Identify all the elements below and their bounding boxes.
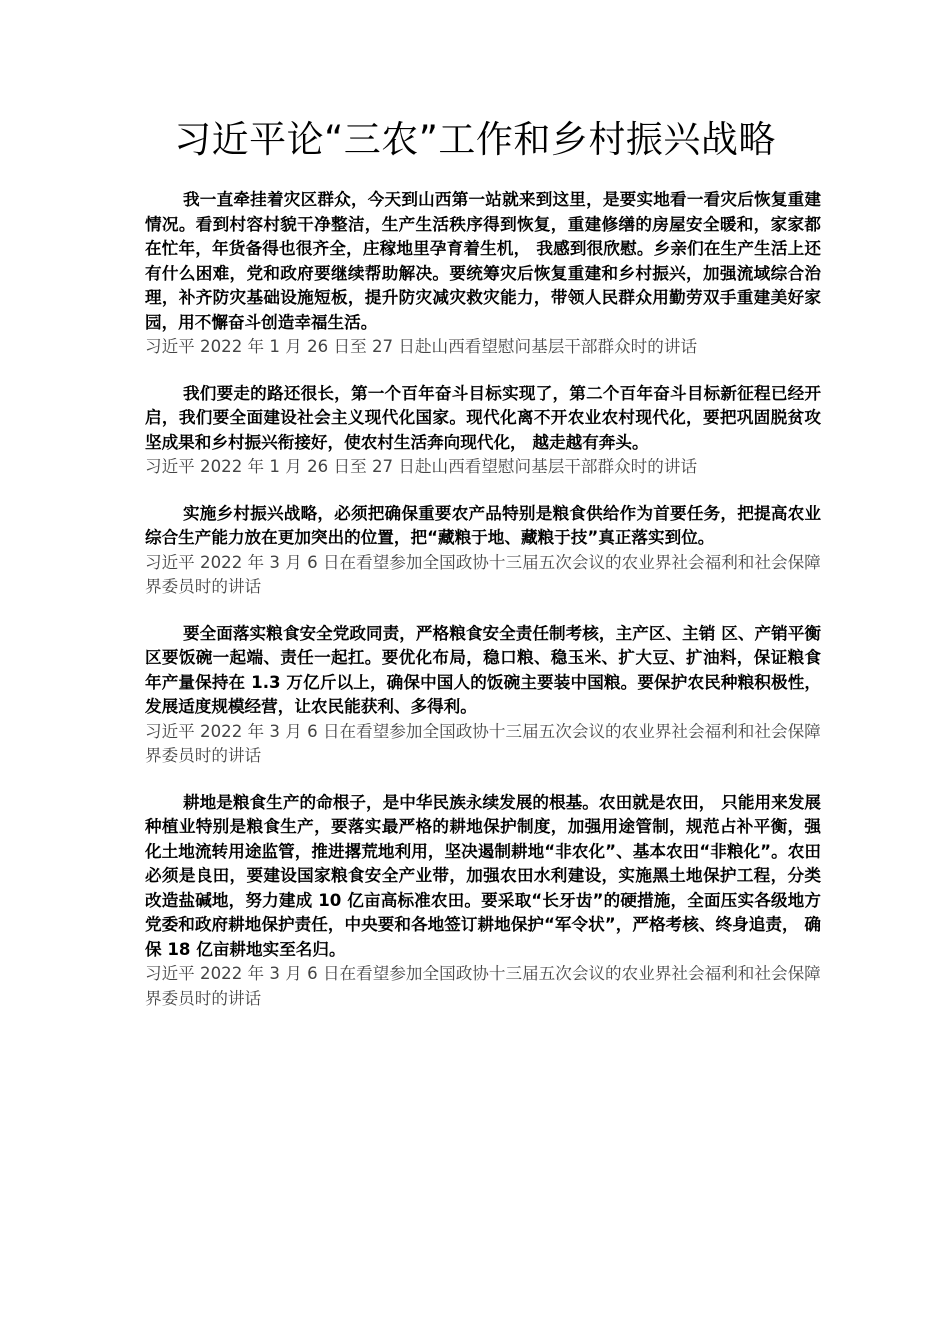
quote-source: 习近平 2022 年 3 月 6 日在看望参加全国政协十三届五次会议的农业界社会福利和社会保障界委员时的讲话 xyxy=(145,552,821,596)
quote-item xyxy=(145,622,821,769)
quote-list xyxy=(145,188,821,1033)
quote-text: 耕地是粮食生产的命根子，是中华民族永续发展的根基。农田就是农田， 只能用来发展种植业特别是粮食生产，要落实最严格的耕地保护制度，加强用途管制，规范占补平衡，强化土地流转用途监管，推进撂荒地利用，坚决遏制耕地“非农化”、基本农田“非粮化”。农田必须是良田，要建设国家粮食安全产业带，加强农田水利建设，实施黑土地保护工程，分类改造盐碱地，努力建成 10 亿亩高标准农田。要采取“长牙齿”的硬措施，全面压实各级地方党委和政府耕地保护责任，中央要和各地签订耕地保护“军令状”，严格考核、终身追责， 确保 18 亿亩耕地实至名归。 xyxy=(145,792,821,959)
quote-text: 我们要走的路还很长，第一个百年奋斗目标实现了，第二个百年奋斗目标新征程已经开启，我们要全面建设社会主义现代化国家。现代化离不开农业农村现代化，要把巩固脱贫攻坚成果和乡村振兴衔接好，使农村生活奔向现代化， 越走越有奔头。 xyxy=(145,383,821,452)
document-title: 习近平论“三农”工作和乡村振兴战略 xyxy=(174,118,776,161)
quote-text: 实施乡村振兴战略，必须把确保重要农产品特别是粮食供给作为首要任务，把提高农业综合生产能力放在更加突出的位置，把“藏粮于地、藏粮于技”真正落实到位。 xyxy=(145,503,821,547)
quote-source: 习近平 2022 年 1 月 26 日至 27 日赴山西看望慰问基层干部群众时的讲话 xyxy=(145,457,698,476)
quote-text: 我一直牵挂着灾区群众，今天到山西第一站就来到这里，是要实地看一看灾后恢复重建情况。看到村容村貌干净整洁，生产生活秩序得到恢复，重建修缮的房屋安全暖和，家家都在忙年，年货备得也很齐全，庄稼地里孕育着生机， 我感到很欣慰。乡亲们在生产生活上还有什么困难，党和政府要继续帮助解决。要统筹灾后恢复重建和乡村振兴，加强流域综合治理，补齐防灾基础设施短板，提升防灾减灾救灾能力，带领人民群众用勤劳双手重建美好家园，用不懈奋斗创造幸福生活。 xyxy=(145,190,821,332)
quote-item xyxy=(145,382,821,480)
quote-source: 习近平 2022 年 3 月 6 日在看望参加全国政协十三届五次会议的农业界社会福利和社会保障界委员时的讲话 xyxy=(145,964,821,1008)
quote-source: 习近平 2022 年 1 月 26 日至 27 日赴山西看望慰问基层干部群众时的讲话 xyxy=(145,337,698,356)
quote-item xyxy=(145,188,821,360)
quote-item xyxy=(145,502,821,600)
quote-item xyxy=(145,791,821,1012)
quote-source: 习近平 2022 年 3 月 6 日在看望参加全国政协十三届五次会议的农业界社会福利和社会保障界委员时的讲话 xyxy=(145,721,821,765)
quote-text: 要全面落实粮食安全党政同责，严格粮食安全责任制考核，主产区、主销 区、产销平衡区要饭碗一起端、责任一起扛。要优化布局，稳口粮、稳玉米、扩大豆、扩油料，保证粮食年产量保持在 1.3 万亿斤以上，确保中国人的饭碗主要装中国粮。要保护农民种粮积极性，发展适度规模经营，让农民能获利、多得利。 xyxy=(145,623,821,716)
